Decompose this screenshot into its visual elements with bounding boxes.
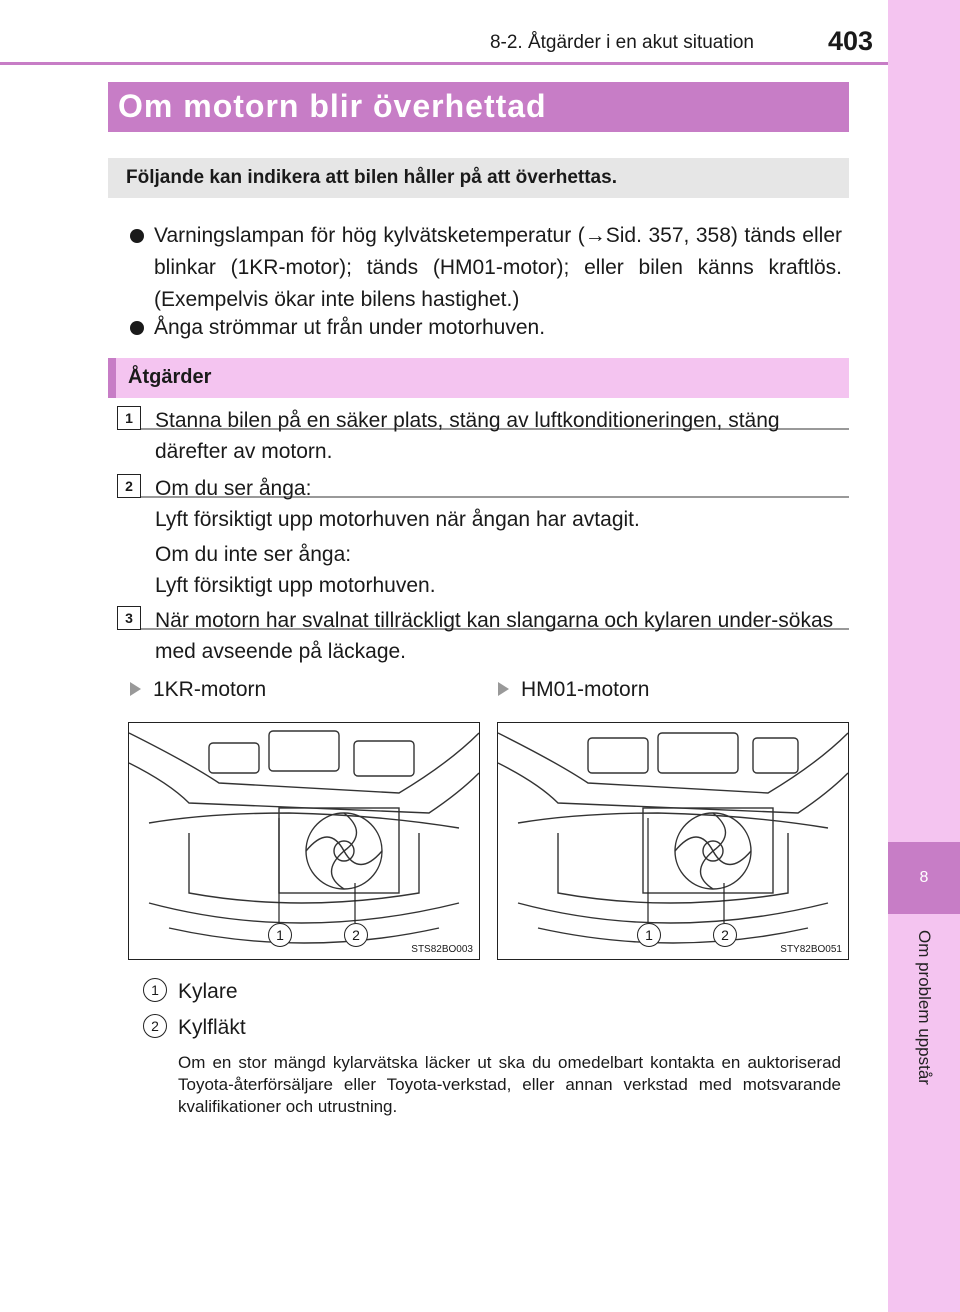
section-heading-box [108,358,849,398]
step-line: Lyft försiktigt upp motorhuven när ångan har avtagit. [155,508,640,531]
intro-box [108,158,849,198]
step-line: Lyft försiktigt upp motorhuven. [155,574,436,597]
figure-code: STY82BO051 [780,944,842,955]
step-number: 1 [117,406,141,430]
engine-illustration [129,723,479,959]
figure-code: STS82BO003 [411,944,473,955]
step-line: Om du ser ånga: [155,477,312,500]
bullet-item [130,220,842,316]
chapter-label: Om problem uppstår [915,930,934,1085]
step-text [155,605,845,667]
step-line: Stanna bilen på en säker plats, stäng av luftkonditioneringen, stäng därefter av motorn. [155,409,780,463]
page-number: 403 [828,26,874,56]
engine-figure-hm01 [497,722,849,960]
bullet-dot-icon [130,229,144,243]
section-heading: Åtgärder [128,366,212,388]
triangle-icon [130,682,141,696]
intro-text: Följande kan indikera att bilen håller på att överhettas. [126,167,617,188]
callout-1: 1 [268,923,292,947]
engine-figure-1kr [128,722,480,960]
engine-illustration [498,723,848,959]
step-number: 3 [117,606,141,630]
note-text: Om en stor mängd kylarvätska läcker ut ska du omedelbart kontakta en auktoriserad Toyota-återförsäljare eller Toyota-verkstad, eller annan verkstad med motsvarande kvalifikationer och utrustning. [178,1053,841,1116]
figure-label [130,678,266,702]
bullet-text: Varningslampan för hög kylvätsketemperatur (→Sid. 357, 358) tänds eller blinkar (1KR-motor); tänds (HM01-motor); eller bilen känns kraftlös. (Exempelvis ökar inte bilens hastighet.) [154,224,842,311]
step-text [155,405,845,467]
legend-number: 1 [143,978,167,1002]
chapter-label-wrap [904,930,944,1230]
step-line: Om du inte ser ånga: [155,543,352,566]
figure-label-text: 1KR-motorn [153,678,267,701]
callout-2: 2 [713,923,737,947]
step-line: När motorn har svalnat tillräckligt kan slangarna och kylaren under-sökas med avseende på läckage. [155,609,834,663]
page-title-bar [108,82,849,132]
callout-2: 2 [344,923,368,947]
step-text [155,473,845,601]
figure-label [498,678,649,702]
legend-text: Kylare [178,980,238,1003]
chapter-number: 8 [888,842,960,914]
bullet-text: Ånga strömmar ut från under motorhuven. [154,316,546,339]
figure-label-text: HM01-motorn [521,678,650,701]
page-title: Om motorn blir överhettad [118,88,547,124]
triangle-icon [498,682,509,696]
legend-number: 2 [143,1014,167,1038]
step-number: 2 [117,474,141,498]
header-rule [0,62,888,65]
callout-1: 1 [637,923,661,947]
legend-text: Kylfläkt [178,1016,246,1039]
section-header: 8-2. Åtgärder i en akut situation [489,32,754,53]
bullet-dot-icon [130,321,144,335]
bullet-item [130,312,842,344]
